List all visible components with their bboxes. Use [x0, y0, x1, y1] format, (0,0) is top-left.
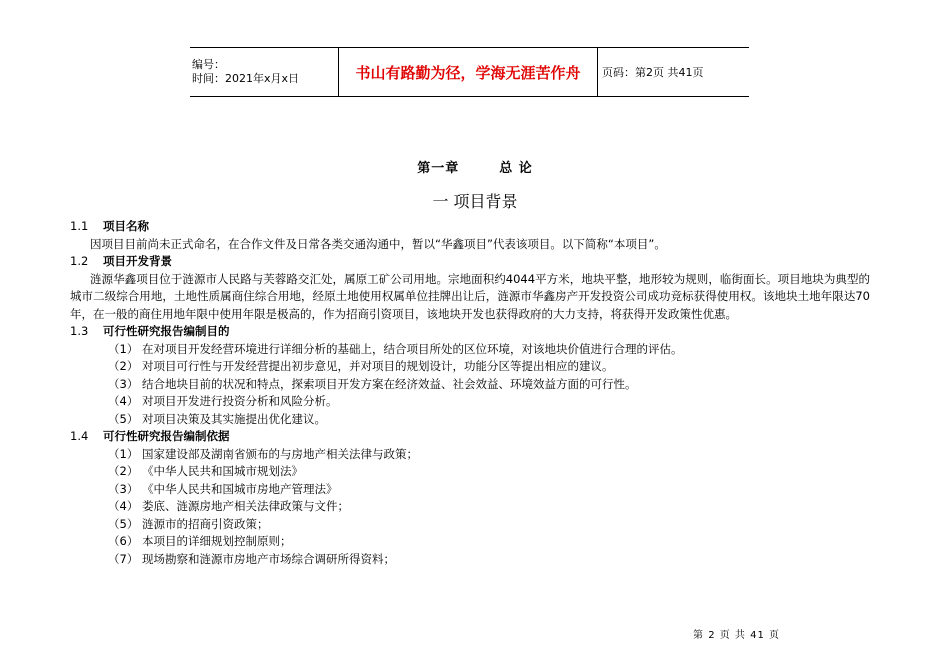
- list-item: （3） 《中华人民共和国城市房地产管理法》: [108, 481, 338, 496]
- paragraph: 涟源华鑫项目位于涟源市人民路与芙蓉路交汇处，属原工矿公司用地。宗地面积约4044平方米，地块平整，地形较为规则，临街面长。项目地块为典型的城市二级综合用地，土地性质属商住综合用地，经原土地使用权属单位挂牌出让后，涟源市华鑫房产开发投资公司成功竞标获得使用权。该地块土地年限达70年，在一般的商住用地年限中使用年限是极高的，作为招商引资项目，该地块开发也获得政府的大力支持，将获得开发政策性优惠。: [70, 271, 870, 321]
- document-body: [70, 218, 870, 568]
- chapter-title: [0, 157, 950, 176]
- motto-text: 书山有路勤为径，学海无涯苦作舟: [355, 63, 581, 82]
- list-item: （1） 国家建设部及湖南省颁布的与房地产相关法律与政策；: [108, 446, 418, 461]
- subsection-heading: 1.1 项目名称: [70, 219, 149, 233]
- list-item: （4） 对项目开发进行投资分析和风险分析。: [108, 394, 338, 408]
- subsection-heading: 1.3 可行性研究报告编制目的: [70, 324, 230, 338]
- list-item: （2） 对项目可行性与开发经营提出初步意见，并对项目的规划设计，功能分区等提出相应的建议。: [108, 359, 614, 373]
- chapter-name: 总 论: [499, 161, 533, 176]
- list-item: （7） 现场勘察和涟源市房地产市场综合调研所得资料；: [108, 551, 395, 566]
- list-item: （5） 涟源市的招商引资政策；: [108, 516, 269, 531]
- list-item: （4） 娄底、涟源房地产相关法律政策与文件；: [108, 499, 349, 513]
- list-item: （1） 在对项目开发经营环境进行详细分析的基础上，结合项目所处的区位环境，对该地块价值进行合理的评估。: [108, 341, 683, 356]
- page-footer: 第 2 页 共 41 页: [693, 630, 780, 641]
- page-number-text: 页码：第2页 共41页: [602, 66, 704, 79]
- list-item: （3） 结合地块目前的状况和特点，探索项目开发方案在经济效益、社会效益、环境效益方面的可行性。: [108, 376, 637, 391]
- paragraph: 因项目目前尚未正式命名，在合作文件及日常各类交通沟通中，暂以“华鑫项目”代表该项目。以下简称“本项目”。: [90, 236, 666, 251]
- subsection-heading: 1.2 项目开发背景: [70, 254, 172, 268]
- subsection-heading: 1.4 可行性研究报告编制依据: [70, 429, 230, 443]
- page-header: [190, 47, 749, 97]
- document-date: 时间：2021年x月x日: [192, 72, 300, 85]
- list-item: （2） 《中华人民共和国城市规划法》: [108, 464, 303, 478]
- list-item: （6） 本项目的详细规划控制原则；: [108, 534, 292, 548]
- document-number-label: 编号：: [192, 58, 225, 71]
- list-item: （5） 对项目决策及其实施提出优化建议。: [108, 411, 326, 426]
- header-page-number: [598, 48, 749, 96]
- chapter-number: 第一章: [417, 161, 460, 176]
- header-info: [190, 48, 338, 96]
- header-motto: [338, 48, 598, 96]
- section-title: 一 项目背景: [432, 192, 518, 211]
